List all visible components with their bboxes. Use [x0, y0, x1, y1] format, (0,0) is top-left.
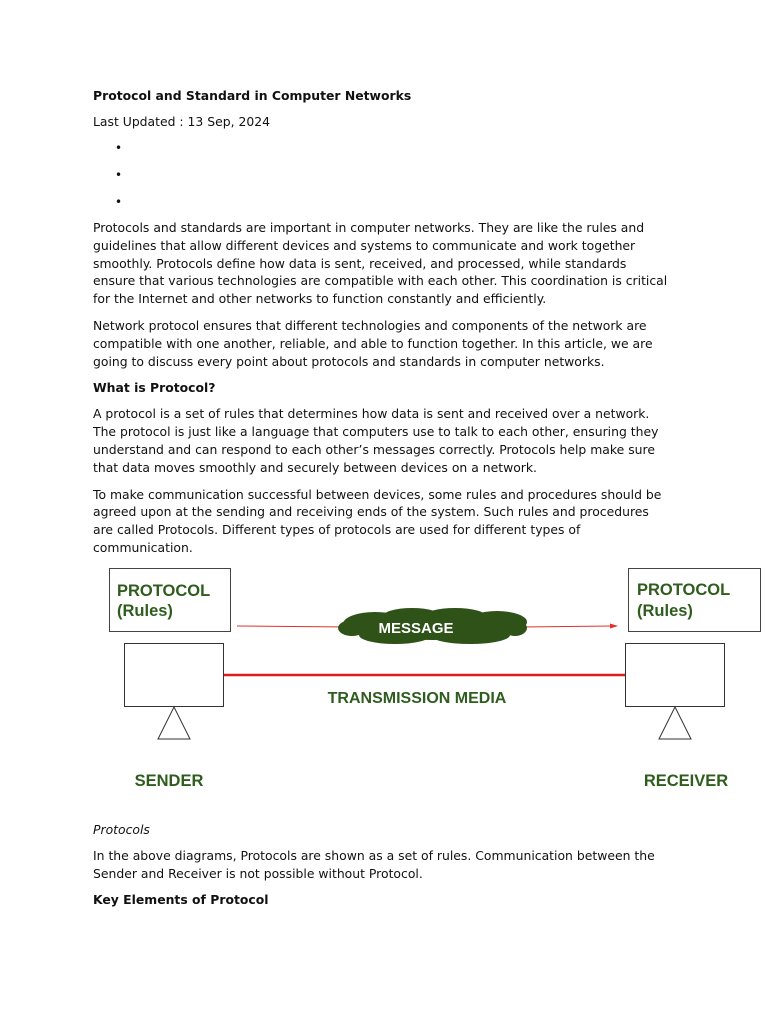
intro-paragraph-1: Protocols and standards are important in computer networks. They are like the rules and guidelines that allow different devices and systems to communicate and work together smoothly. Protocols define how data is sent, received, and processed, while standards ensure that various technologies are compatible with each other. This coordination is critical for the Internet and other networks to function constantly and efficiently. — [93, 220, 668, 307]
left-protocol-label: PROTOCOL — [117, 582, 211, 600]
article-title: Protocol and Standard in Computer Networks — [93, 88, 412, 103]
list-item — [93, 138, 668, 165]
receiver-stand — [659, 707, 691, 739]
sender-stand — [158, 707, 190, 739]
list-item — [93, 165, 668, 192]
sender-label: SENDER — [134, 772, 204, 790]
right-protocol-rules: (Rules) — [637, 602, 693, 620]
protocol-diagram-svg — [0, 555, 768, 800]
arrowhead-icon — [610, 624, 618, 629]
message-label: MESSAGE — [378, 620, 454, 637]
transmission-media-label: TRANSMISSION MEDIA — [327, 690, 507, 707]
left-protocol-box — [110, 569, 231, 632]
right-protocol-box — [629, 569, 761, 632]
left-protocol-rules: (Rules) — [117, 602, 173, 620]
receiver-label: RECEIVER — [643, 772, 729, 790]
receiver-monitor — [626, 644, 725, 707]
figure-caption: Protocols — [93, 821, 150, 837]
last-updated: Last Updated : 13 Sep, 2024 — [93, 114, 271, 129]
protocol-paragraph-1: A protocol is a set of rules that determines how data is sent and received over a network. The protocol is just like a language that computers use to talk to each other, ensuring they understand and can respond to each other’s messages correctly. Protocols help make sure that data moves smoothly and securely between devices on a network. — [93, 406, 659, 475]
list-item — [93, 192, 668, 219]
heading-key-elements: Key Elements of Protocol — [93, 892, 269, 908]
intro-paragraph-2: Network protocol ensures that different technologies and components of the network are compatible with one another, reliable, and able to function together. In this article, we are going to discuss every point about protocols and standards in computer networks. — [93, 317, 653, 369]
message-arrow-left — [237, 626, 348, 627]
protocol-diagram — [0, 555, 768, 800]
protocol-paragraph-2: To make communication successful between devices, some rules and procedures should be agreed upon at the sending and receiving ends of the system. Such rules and procedures are called Protocols. Different types of protocols are used for different types of communication. — [93, 486, 662, 555]
after-figure-paragraph: In the above diagrams, Protocols are shown as a set of rules. Communication between the Sender and Receiver is not possible without Protocol. — [93, 847, 655, 881]
heading-what-is-protocol: What is Protocol? — [93, 380, 216, 396]
right-protocol-label: PROTOCOL — [637, 581, 731, 599]
sender-monitor — [125, 644, 224, 707]
message-arrow-right — [522, 626, 612, 627]
bullet-list — [93, 138, 668, 219]
